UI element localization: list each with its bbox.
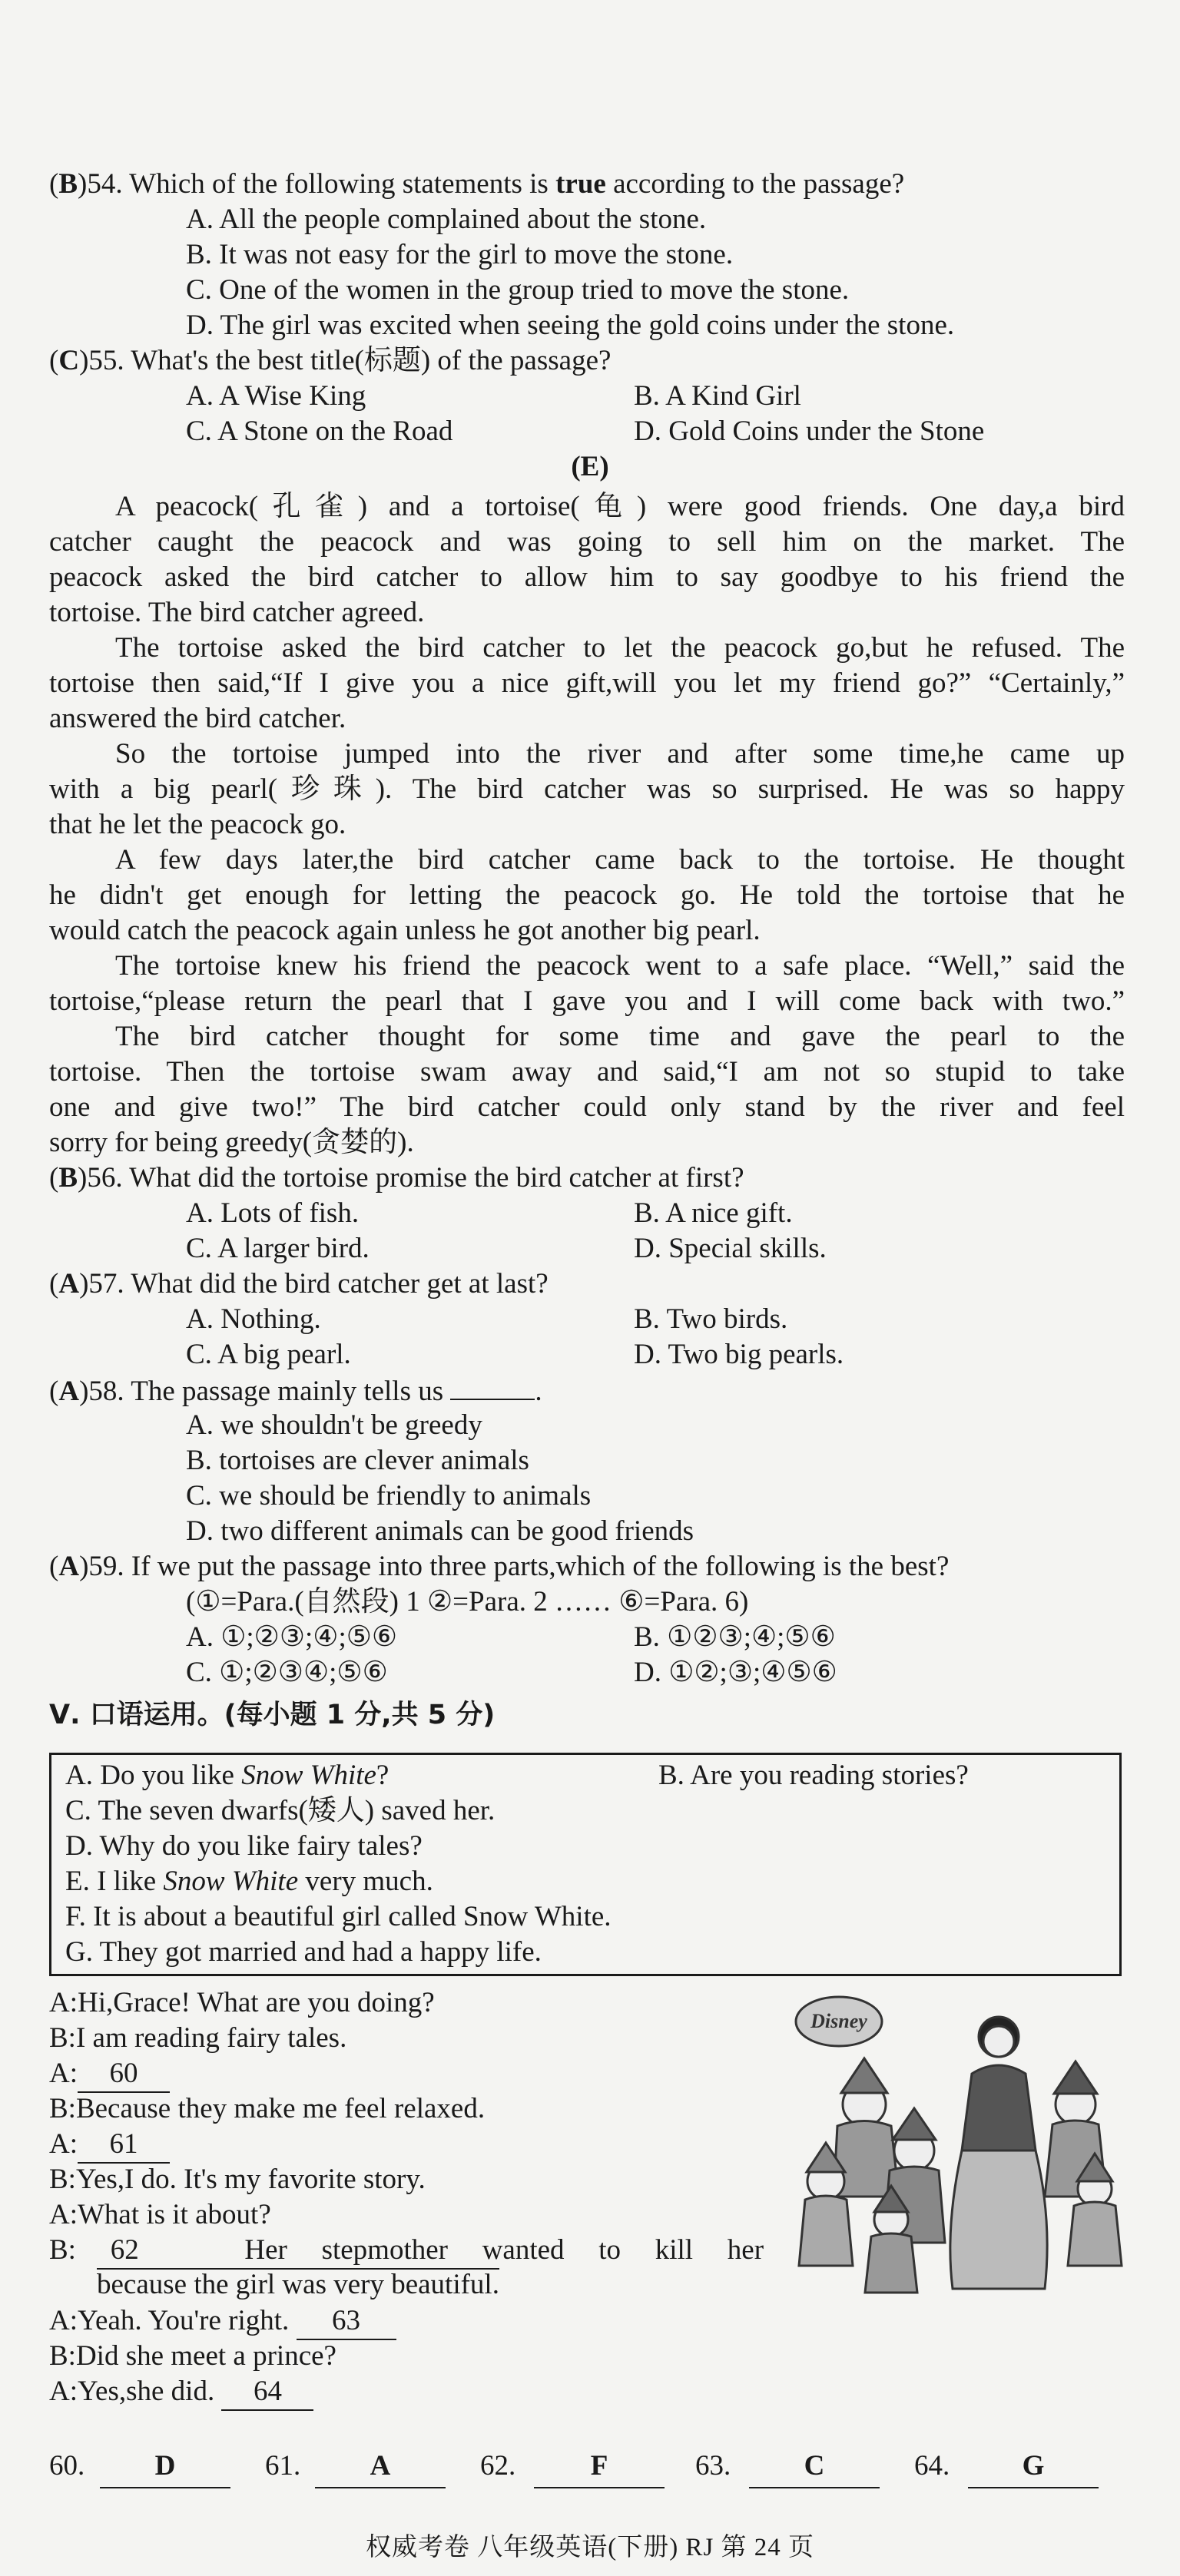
passage-line: tortoise,“please return the pearl that I gave you and I will come back with two.”	[49, 985, 1125, 1017]
blank-63[interactable]: 63	[297, 2303, 396, 2340]
dialogue-line: A: 60	[49, 2056, 170, 2091]
answer-57: A	[58, 1268, 80, 1300]
option-54b: B. It was not easy for the girl to move the stone.	[186, 239, 734, 270]
option-59c: C. ①;②③④;⑤⑥	[186, 1657, 388, 1688]
option-58d: D. two different animals can be good friends	[186, 1515, 694, 1547]
passage-line: peacock asked the bird catcher to allow him to say goodbye to his friend the	[49, 561, 1125, 593]
option-55a: A. A Wise King	[186, 380, 366, 412]
passage-line: sorry for being greedy(贪婪的).	[49, 1127, 414, 1158]
passage-line: tortoise. The bird catcher agreed.	[49, 597, 425, 628]
passage-line: answered the bird catcher.	[49, 703, 346, 734]
option-54c: C. One of the women in the group tried to move the stone.	[186, 274, 850, 306]
passage-line: that he let the peacock go.	[49, 809, 346, 840]
dialogue-line: A:Yeah. You're right. 63	[49, 2303, 396, 2339]
passage-line: tortoise. Then the tortoise swam away and said,“I am not so stupid to take	[49, 1056, 1125, 1088]
answer-59: A	[58, 1551, 80, 1582]
passage-line: The bird catcher thought for some time and gave the pearl to the	[115, 1021, 1125, 1052]
option-57a: A. Nothing.	[186, 1303, 321, 1335]
passage-line: The tortoise knew his friend the peacock went to a safe place. “Well,” said the	[115, 950, 1125, 982]
dialogue-line: A: 61	[49, 2127, 170, 2162]
option-54d: D. The girl was excited when seeing the gold coins under the stone.	[186, 310, 955, 341]
box-option-b: B. Are you reading stories?	[658, 1760, 969, 1791]
answer-58: A	[58, 1376, 80, 1407]
box-option-a: A. Do you like Snow White?	[65, 1760, 389, 1791]
option-54a: A. All the people complained about the stone.	[186, 204, 707, 235]
option-55b: B. A Kind Girl	[634, 380, 801, 412]
passage-line: A few days later,the bird catcher came back to the tortoise. He thought	[115, 844, 1125, 876]
passage-line: The tortoise asked the bird catcher to let the peacock go,but he refused. The	[115, 632, 1125, 664]
option-56d: D. Special skills.	[634, 1233, 827, 1264]
dialogue-line: A:Hi,Grace! What are you doing?	[49, 1987, 435, 2018]
fill-blank[interactable]	[450, 1372, 535, 1400]
answer-number-61: 61.	[265, 2450, 301, 2482]
answer-54: B	[58, 168, 78, 200]
box-option-g: G. They got married and had a happy life.	[65, 1936, 542, 1968]
option-58c: C. we should be friendly to animals	[186, 1480, 592, 1511]
option-57b: B. Two birds.	[634, 1303, 788, 1335]
blank-64[interactable]: 64	[221, 2374, 313, 2411]
option-58b: B. tortoises are clever animals	[186, 1445, 529, 1476]
option-58a: A. we shouldn't be greedy	[186, 1409, 482, 1441]
dialogue-line: B:Did she meet a prince?	[49, 2340, 336, 2372]
box-option-e: E. I like Snow White very much.	[65, 1866, 433, 1897]
option-56a: A. Lots of fish.	[186, 1197, 360, 1229]
question-56: (B)56. What did the tortoise promise the bird catcher at first?	[49, 1162, 744, 1194]
snow-white-illustration	[791, 1989, 1129, 2296]
dialogue-line: B:Yes,I do. It's my favorite story.	[49, 2164, 426, 2195]
question-59: (A)59. If we put the passage into three parts,which of the following is the best?	[49, 1551, 950, 1582]
answer-number-64: 64.	[914, 2450, 950, 2482]
box-option-d: D. Why do you like fairy tales?	[65, 1830, 423, 1862]
option-57c: C. A big pearl.	[186, 1339, 351, 1370]
blank-60[interactable]: 60	[78, 2056, 170, 2093]
question-59-note: (①=Para.(自然段) 1 ②=Para. 2 …… ⑥=Para. 6)	[186, 1586, 749, 1617]
answer-62[interactable]: F	[534, 2449, 665, 2488]
passage-line: with a big pearl(珍珠). The bird catcher was so surprised. He was so happy	[49, 773, 1125, 805]
passage-line: one and give two!” The bird catcher could only stand by the river and feel	[49, 1091, 1125, 1123]
answer-56: B	[58, 1162, 78, 1194]
option-57d: D. Two big pearls.	[634, 1339, 844, 1370]
option-59d: D. ①②;③;④⑤⑥	[634, 1657, 837, 1688]
passage-line: A peacock(孔雀) and a tortoise(龟) were good friends. One day,a bird	[115, 491, 1125, 522]
passage-line: So the tortoise jumped into the river and after some time,he came up	[115, 738, 1125, 770]
option-59b: B. ①②③;④;⑤⑥	[634, 1621, 836, 1653]
dialogue-line: A:Yes,she did. 64	[49, 2374, 313, 2409]
answer-number-62: 62.	[480, 2450, 516, 2482]
page-footer: 权威考卷 八年级英语(下册) RJ 第 24 页	[365, 2534, 815, 2561]
question-54: (B)54. Which of the following statements is true according to the passage?	[49, 168, 905, 200]
option-56b: B. A nice gift.	[634, 1197, 793, 1229]
dialogue-line: B:Because they make me feel relaxed.	[49, 2093, 486, 2124]
passage-line: he didn't get enough for letting the peacock go. He told the tortoise that he	[49, 879, 1125, 911]
dialogue-line: A:What is it about?	[49, 2199, 271, 2230]
answer-64[interactable]: G	[968, 2449, 1099, 2488]
option-55d: D. Gold Coins under the Stone	[634, 416, 985, 447]
question-58: (A)58. The passage mainly tells us .	[49, 1372, 542, 1408]
box-option-f: F. It is about a beautiful girl called Snow White.	[65, 1901, 612, 1932]
question-55: (C)55. What's the best title(标题) of the passage?	[49, 345, 612, 376]
section-v-title: Ⅴ. 口语运用。(每小题 1 分,共 5 分)	[49, 1700, 496, 1730]
option-59a: A. ①;②③;④;⑤⑥	[186, 1621, 398, 1653]
passage-line: would catch the peacock again unless he got another big pearl.	[49, 915, 761, 946]
option-55c: C. A Stone on the Road	[186, 416, 453, 447]
blank-61[interactable]: 61	[78, 2127, 170, 2164]
passage-line: tortoise then said,“If I give you a nice gift,will you let my friend go?” “Certainly,”	[49, 667, 1125, 699]
answer-63[interactable]: C	[749, 2449, 880, 2488]
answer-number-63: 63.	[695, 2450, 731, 2482]
dialogue-line: because the girl was very beautiful.	[97, 2268, 499, 2305]
question-57: (A)57. What did the bird catcher get at last?	[49, 1268, 549, 1300]
answer-60[interactable]: D	[100, 2449, 230, 2488]
box-option-c: C. The seven dwarfs(矮人) saved her.	[65, 1795, 496, 1826]
dialogue-line: B:I am reading fairy tales.	[49, 2022, 347, 2054]
dialogue-line: B: 62 Her stepmother wanted to kill her	[49, 2233, 764, 2268]
section-e-title: (E)	[571, 451, 609, 482]
passage-line: catcher caught the peacock and was going to sell him on the market. The	[49, 526, 1125, 558]
answer-55: C	[58, 345, 80, 376]
options-box	[49, 1753, 1122, 1976]
answer-number-60: 60.	[49, 2450, 85, 2482]
disney-logo: Disney	[810, 2010, 867, 2032]
answer-61[interactable]: A	[315, 2449, 446, 2488]
blank-62[interactable]: 62	[111, 2233, 210, 2270]
option-56c: C. A larger bird.	[186, 1233, 370, 1264]
